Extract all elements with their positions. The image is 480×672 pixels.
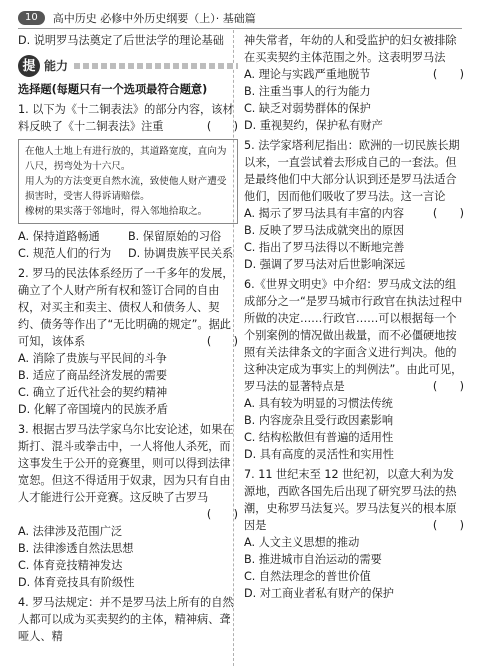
left-column <box>18 32 238 645</box>
option: C. 缺乏对弱势群体的保护 <box>244 102 371 115</box>
question-7-stem: 7. 11 世纪末至 12 世纪初，以意大利为发源地，西欧各国先后出现了研究罗马法的热潮，史称罗马法复兴。罗马法复兴的根本原因是 <box>244 468 457 532</box>
option: C. 指出了罗马法得以不断地完善 <box>244 241 405 254</box>
section-label: 能力 <box>44 58 69 73</box>
option: A. 人文主义思想的推动 <box>244 536 360 549</box>
question-1 <box>18 101 238 262</box>
option: B. 内容庞杂且受行政因素影响 <box>244 414 394 427</box>
instructions: 选择题(每题只有一个选项最符合题意) <box>18 83 208 96</box>
question-6 <box>244 276 464 463</box>
answer-paren: ( ) <box>432 519 464 532</box>
answer-paren: ( ) <box>206 120 238 133</box>
question-5-stem: 5. 法学家塔利尼指出：欧洲的一切民族长期以来，一直尝试着去形成自己的一套法。但是最终他们中大部分认识到还是罗马法适合他们，因而他们吸收了罗马法。这一言论 <box>244 139 460 203</box>
answer-paren: ( ) <box>432 68 464 81</box>
question-3-stem: 3. 根据古罗马法学家乌尔比安论述，如果在斯打、混斗或拳击中，一人将他人杀死，而这事发生于公开的竞赛里，则可以得到法律宽恕。但这不得适用于奴隶，因为只有自由人才能进行公开竞赛。这反映了古罗马 <box>18 423 234 504</box>
answer-paren: ( ) <box>432 207 464 220</box>
option: C. 结构松散但有普遍的适用性 <box>244 431 394 444</box>
option: D. 重视契约，保护私有财产 <box>244 119 383 132</box>
option: C. 体育竞技精神发达 <box>18 559 123 572</box>
option: D. 对工商业者私有财产的保护 <box>244 587 394 600</box>
option: C. 确立了近代社会的契约精神 <box>18 386 168 399</box>
question-5 <box>244 137 464 273</box>
prev-question-option-d: D. 说明罗马法奠定了后世法学的理论基础 <box>18 34 224 47</box>
question-2 <box>18 265 238 418</box>
question-4-start: 4. 罗马法规定：并不是罗马法上所有的自然人都可以成为买卖契约的主体，精神病、聋哑人、精 <box>18 596 234 643</box>
material-line: 橡树的果实落于邻地时，得入邻地拾取之。 <box>25 206 208 217</box>
option: A. 具有较为明显的习惯法传统 <box>244 397 393 410</box>
right-column <box>244 32 464 602</box>
question-3 <box>18 421 238 591</box>
option: B. 反映了罗马法成就突出的原因 <box>244 224 405 237</box>
option: D. 体育竞技具有阶级性 <box>18 576 135 589</box>
page-header <box>18 8 462 29</box>
page-number-badge: 10 <box>18 11 45 25</box>
header-title: 高中历史 必修中外历史纲要（上）· 基础篇 <box>52 12 256 25</box>
option: B. 保留原始的习俗 <box>128 230 222 243</box>
question-2-stem: 2. 罗马的民法体系经历了一千多年的发展，确立了个人财产所有权和签订合同的自由权，对买主和卖主、债权人和债务人、契约、债务等作出了“无比明确的规定”。据此可知，该体系 <box>18 267 234 348</box>
option: B. 适应了商品经济发展的需要 <box>18 369 168 382</box>
option: D. 强调了罗马法对后世影响深远 <box>244 258 406 271</box>
option: A. 揭示了罗马法具有丰富的内容 <box>244 207 405 220</box>
material-line: 在他人土地上有进行放的，其道路宽度，直向为八尺，拐弯处为十六尺。 <box>25 146 227 172</box>
option: B. 法律渗透自然法思想 <box>18 542 134 555</box>
option: B. 推进城市自治运动的需要 <box>244 553 382 566</box>
question-6-stem: 6.《世界文明史》中介绍：罗马成文法的组成部分之一“是罗马城市行政官在执法过程中所做的决定……行政官……可以根据每一个个别案例的情况做出裁量，而不必僵硬地按照有关法律条文的字面含义进行判决。他的这种决定成为事实上的判例法”。由此可见，罗马法的显著特点是 <box>244 278 463 393</box>
answer-paren: ( ) <box>206 508 238 521</box>
answer-paren: ( ) <box>432 380 464 393</box>
material-box <box>18 139 238 224</box>
option: D. 协调贵族平民关系 <box>128 247 234 260</box>
section-stripe <box>74 63 238 69</box>
material-line: 用人为的方法变更自然水流，致使他人财产遭受损害时，受害人得诉请赔偿。 <box>25 176 227 202</box>
question-4-continued <box>244 32 464 134</box>
option: A. 法律涉及范围广泛 <box>18 525 123 538</box>
question-7 <box>244 466 464 602</box>
answer-paren: ( ) <box>206 335 238 348</box>
option: A. 保持道路畅通 <box>18 230 100 243</box>
section-badge: 提 <box>18 55 40 77</box>
option: D. 化解了帝国境内的民族矛盾 <box>18 403 168 416</box>
option: C. 规范人们的行为 <box>18 247 112 260</box>
option: A. 消除了贵族与平民间的斗争 <box>18 352 167 365</box>
section-header <box>18 55 238 77</box>
question-1-stem: 1. 以下为《十二铜表法》的部分内容，该材料反映了《十二铜表法》注重 <box>18 103 234 133</box>
option: B. 注重当事人的行为能力 <box>244 85 371 98</box>
option: A. 理论与实践严重地脱节 <box>244 68 371 81</box>
option: D. 具有高度的灵活性和实用性 <box>244 448 394 461</box>
question-4-stem-cont: 神失常者，年幼的人和受监护的妇女被排除在买卖契约主体范围之外。这表明罗马法 <box>244 34 457 64</box>
option: C. 自然法理念的普世价值 <box>244 570 371 583</box>
